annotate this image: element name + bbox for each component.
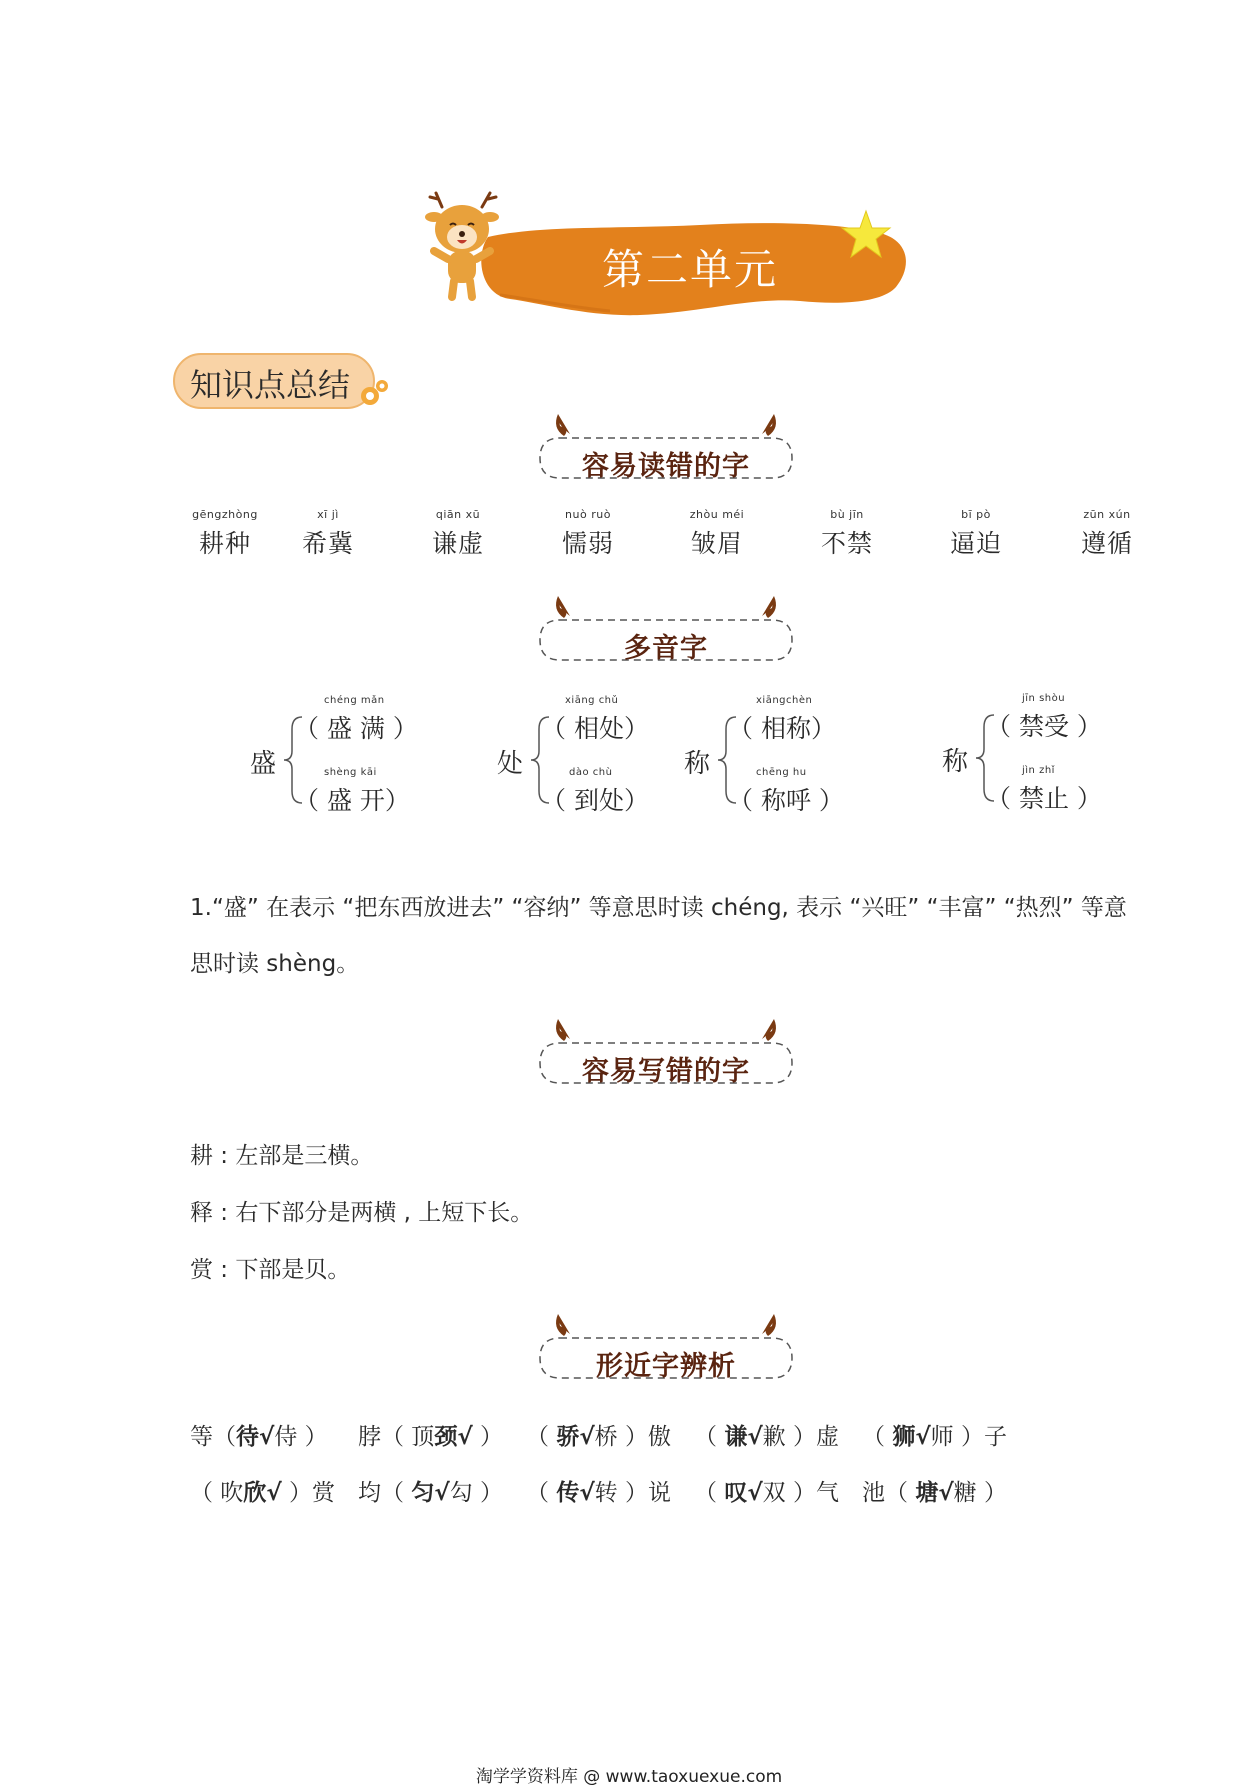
answer: 骄√ [556,1424,595,1450]
section-title: 形近字辨析 [596,1351,736,1382]
text: 转 [594,1480,618,1506]
pinyin: jīn shòu [1022,693,1066,704]
text: ） [472,1480,503,1506]
polyphonic-word: （ 相称） [728,714,836,743]
polyphonic-char: 称 [684,749,711,779]
text: （ [694,1424,725,1450]
text: （ [862,1424,893,1450]
pinyin: shèng kāi [324,767,377,778]
polyphonic-char: 处 [497,749,524,779]
text: （ 吹 [190,1480,244,1506]
misread-word [792,508,902,560]
text: 歉 [762,1424,786,1450]
text: ）子 [953,1424,1007,1450]
pinyin: chéng mǎn [324,695,385,706]
section-title: 多音字 [624,633,708,664]
section-title: 容易读错的字 [582,451,750,482]
section-header-polyphonic [530,592,802,674]
list-item: 赏 : 下部是贝。 [190,1257,351,1283]
section-header-misread [530,410,802,492]
text: 脖（ 顶 [358,1424,435,1450]
answer: 叹√ [724,1480,763,1506]
polyphonic-note: 1.“盛” 在表示 “把东西放进去” “容纳” 等意思时读 chéng, 表示 “兴旺” “丰富” “热烈” 等意思时读 shèng。 [190,895,1127,977]
text: ） [297,1424,328,1450]
answer: 待√ [236,1424,275,1450]
polyphonic-word: （ 禁受 ） [986,712,1102,741]
word: 皱眉 [690,529,743,558]
polyphonic-word: （ 到处） [541,786,649,815]
text: 桥 [594,1424,618,1450]
pinyin: nuò ruò [565,508,611,521]
text: ） [472,1424,503,1450]
pinyin: xiāngchèn [756,695,813,706]
text: ）虚 [785,1424,839,1450]
text: ）傲 [617,1424,671,1450]
polyphonic-char: 盛 [250,749,277,779]
misread-word [170,508,280,560]
page-title: 第二单元 [601,245,778,294]
section-title: 容易写错的字 [582,1056,750,1087]
text: 双 [762,1480,786,1506]
flower-icon [350,372,398,420]
text: 勾 [449,1480,473,1506]
similar-item [190,1474,335,1507]
similar-item [190,1418,328,1451]
polyphonic-char: 称 [942,747,969,777]
text: 侍 [274,1424,298,1450]
similar-item [526,1474,671,1507]
answer: 欣√ [243,1480,282,1506]
text: （ [526,1480,557,1506]
text: 等（ [190,1424,236,1450]
knowledge-summary-tag [172,352,402,414]
section-header-similar [530,1310,802,1392]
answer: 传√ [556,1480,595,1506]
answer: 狮√ [892,1424,931,1450]
pinyin: zhòu méi [689,508,745,521]
pinyin: gēngzhòng [192,508,258,521]
list-item: 释 : 右下部分是两横 , 上短下长。 [190,1200,534,1226]
polyphonic-group [250,695,450,815]
polyphonic-group [497,695,667,815]
polyphonic-word: （ 盛 开） [294,786,410,815]
misread-word [403,508,513,560]
section-header-miswrite [530,1015,802,1097]
misread-word [662,508,772,560]
word: 不禁 [820,529,873,558]
text: ） [976,1480,1007,1506]
pinyin: bù jīn [830,508,864,521]
polyphonic-word: （ 禁止 ） [986,784,1102,813]
pinyin: xiāng chǔ [565,695,619,706]
text: 池（ [862,1480,916,1506]
similar-item [862,1418,1007,1451]
misread-word [1052,508,1162,560]
text: （ [526,1424,557,1450]
title-banner [420,195,910,330]
footer-watermark: 淘学学资料库 @ www.taoxuexue.com [475,1767,783,1787]
list-item: 耕 : 左部是三横。 [190,1143,374,1169]
text: ）说 [617,1480,671,1506]
polyphonic-word: （ 称呼 ） [728,786,844,815]
similar-item [694,1418,839,1451]
misread-word [921,508,1031,560]
word: 逼迫 [949,529,1002,558]
polyphonic-group [684,695,854,815]
word: 懦弱 [561,529,614,558]
polyphonic-group [942,695,1122,815]
misread-word [533,508,643,560]
text: 糖 [953,1480,977,1506]
polyphonic-word: （ 盛 满 ） [294,714,418,743]
tag-label: 知识点总结 [190,366,351,404]
deer-mascot-icon [420,189,510,309]
answer: 颈√ [434,1424,473,1450]
answer: 塘√ [915,1480,954,1506]
answer: 谦√ [724,1424,763,1450]
similar-item [526,1418,671,1451]
pinyin: zūn xún [1083,508,1131,521]
pinyin: chēng hu [756,767,807,778]
pinyin: xī jì [317,508,339,521]
text: （ [694,1480,725,1506]
similar-item [694,1474,839,1507]
text: ）赏 [281,1480,335,1506]
word: 希冀 [301,529,354,558]
text: ）气 [785,1480,839,1506]
pinyin: qiān xū [435,508,481,521]
word: 耕种 [198,529,251,558]
word: 遵循 [1080,529,1133,558]
text: 均（ [358,1480,412,1506]
similar-item [358,1418,503,1451]
pinyin: jìn zhǐ [1022,765,1055,776]
star-icon [840,209,892,261]
pinyin: bī pò [961,508,991,521]
misread-word [273,508,383,560]
answer: 匀√ [411,1480,450,1506]
miswrite-list [190,1128,533,1299]
similar-item [862,1474,1007,1507]
text: 师 [930,1424,954,1450]
polyphonic-word: （ 相处） [541,714,649,743]
word: 谦虚 [431,529,484,558]
pinyin: dào chù [569,767,613,778]
similar-item [358,1474,503,1507]
